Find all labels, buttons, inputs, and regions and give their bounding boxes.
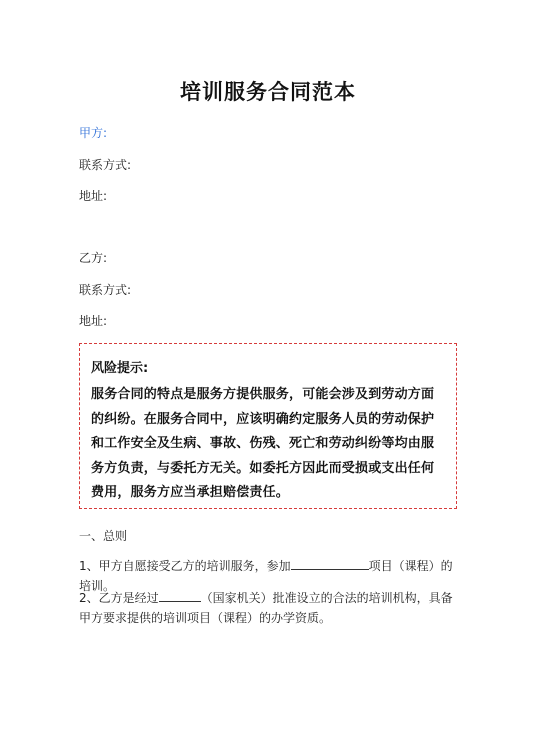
clause-2-suffix: （国家机关）批准设立的合法的培训机构，具备甲方要求提供的培训项目（课程）的办学资质。 xyxy=(79,591,453,625)
party-b-contact-label: 联系方式: xyxy=(79,283,132,297)
clause-2 xyxy=(79,588,464,628)
section-heading: 一、总则 xyxy=(79,529,128,543)
party-a-label: 甲方: xyxy=(79,126,108,140)
risk-notice-body: 服务合同的特点是服务方提供服务，可能会涉及到劳动方面的纠纷。在服务合同中，应该明确约定服务人员的劳动保护和工作安全及生病、事故、伤残、死亡和劳动纠纷等均由服务方负责，与委托方无关。如委托方因此而受损或支出任何费用，服务方应当承担赔偿责任。 xyxy=(91,387,435,500)
course-blank-field[interactable] xyxy=(291,557,369,570)
risk-notice-title: 风险提示: xyxy=(91,361,149,376)
clause-1-prefix: 1、甲方自愿接受乙方的培训服务，参加 xyxy=(79,559,291,573)
party-b-label: 乙方: xyxy=(79,251,108,265)
clause-2-prefix: 2、乙方是经过 xyxy=(79,591,159,605)
document-title: 培训服务合同范本 xyxy=(180,80,356,104)
party-b-address-label: 地址: xyxy=(79,314,108,328)
party-a-contact-label: 联系方式: xyxy=(79,158,132,172)
clause-1-suffix: 项目（课程）的培训。 xyxy=(79,559,453,593)
party-a-address-label: 地址: xyxy=(79,189,108,203)
authority-blank-field[interactable] xyxy=(159,589,201,602)
risk-notice-box xyxy=(79,343,457,509)
